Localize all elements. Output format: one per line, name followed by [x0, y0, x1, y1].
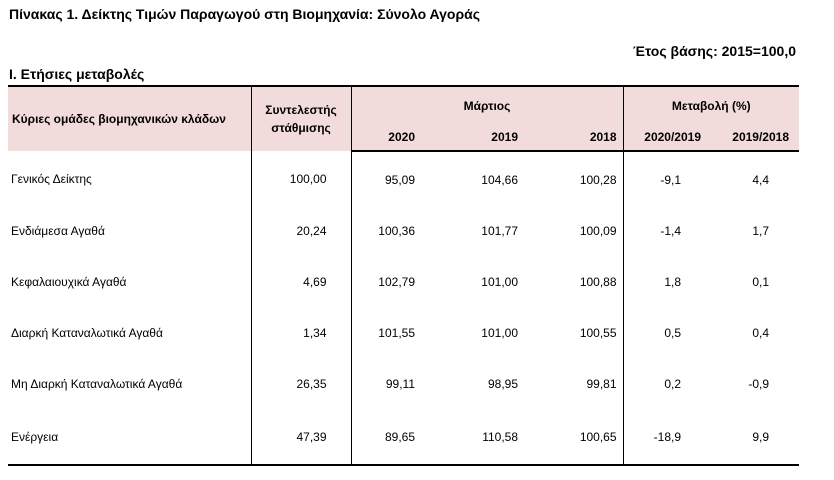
row-change-2020-2019: 0,5	[623, 307, 711, 358]
row-weight: 26,35	[251, 358, 351, 409]
row-change-2020-2019: 1,8	[623, 256, 711, 307]
table-row	[8, 307, 799, 358]
header-year-2020: 2020	[351, 124, 421, 151]
row-category: Ενέργεια	[8, 409, 251, 465]
header-year-2019: 2019	[421, 124, 524, 151]
row-value-2020: 99,11	[351, 358, 421, 409]
table-row	[8, 409, 799, 465]
table-row	[8, 256, 799, 307]
row-weight: 1,34	[251, 307, 351, 358]
row-value-2018: 100,09	[579, 223, 617, 238]
row-value-2020: 101,55	[351, 307, 421, 358]
row-change-2020-2019: -1,4	[623, 205, 711, 256]
table-row	[8, 151, 799, 205]
row-value-2018: 100,55	[579, 325, 617, 340]
section-heading: Ι. Ετήσιες μεταβολές	[9, 66, 145, 82]
table-header	[8, 86, 799, 151]
row-change-2019-2018: 0,1	[752, 274, 770, 289]
row-change-2019-2018: 0,4	[752, 325, 770, 340]
row-category: Μη Διαρκή Καταναλωτικά Αγαθά	[11, 376, 183, 391]
row-change-2019-2018: 9,9	[711, 409, 799, 465]
price-index-table	[8, 85, 799, 466]
row-category: Κεφαλαιουχικά Αγαθά	[11, 274, 127, 289]
row-value-2020: 102,79	[351, 256, 421, 307]
row-value-2019: 104,66	[481, 172, 518, 187]
header-change-group: Μεταβολή (%)	[623, 86, 799, 124]
header-year-2018: 2018	[524, 124, 623, 151]
row-value-2019: 101,00	[481, 325, 518, 340]
row-change-2019-2018: 1,7	[752, 223, 770, 238]
row-value-2018: 100,28	[579, 172, 617, 187]
row-value-2018: 99,81	[586, 376, 617, 391]
header-weight: Συντελεστής στάθμισης	[251, 86, 351, 151]
row-value-2019: 110,58	[421, 409, 524, 465]
row-value-2020: 89,65	[351, 409, 421, 465]
table-body	[8, 151, 799, 465]
table-title: Πίνακας 1. Δείκτης Τιμών Παραγωγού στη Βιομηχανία: Σύνολο Αγοράς	[9, 6, 480, 22]
row-value-2020: 95,09	[351, 151, 421, 205]
row-change-2020-2019: 0,2	[623, 358, 711, 409]
row-value-2018: 100,88	[579, 274, 617, 289]
row-category: Γενικός Δείκτης	[11, 172, 92, 186]
row-category: Διαρκή Καταναλωτικά Αγαθά	[11, 325, 163, 340]
base-year-note: Έτος βάσης: 2015=100,0	[633, 43, 796, 59]
header-change-2019-2018: 2019/2018	[711, 124, 799, 151]
row-weight: 20,24	[251, 205, 351, 256]
header-month-group: Μάρτιος	[351, 86, 623, 124]
row-change-2019-2018: 4,4	[752, 172, 770, 187]
row-weight: 47,39	[251, 409, 351, 465]
row-value-2020: 100,36	[351, 205, 421, 256]
row-change-2019-2018: -0,9	[748, 376, 770, 391]
table-row	[8, 358, 799, 409]
row-weight: 100,00	[251, 151, 351, 205]
row-value-2019: 98,95	[487, 376, 518, 391]
header-change-2020-2019: 2020/2019	[623, 124, 711, 151]
table-row	[8, 205, 799, 256]
row-change-2020-2019: -9,1	[623, 151, 711, 205]
row-value-2019: 101,00	[481, 274, 518, 289]
row-value-2018: 100,65	[524, 409, 623, 465]
row-weight: 4,69	[251, 256, 351, 307]
header-category: Κύριες ομάδες βιομηχανικών κλάδων	[8, 86, 251, 151]
row-value-2019: 101,77	[481, 223, 518, 238]
row-category: Ενδιάμεσα Αγαθά	[11, 223, 105, 238]
row-change-2020-2019: -18,9	[623, 409, 711, 465]
